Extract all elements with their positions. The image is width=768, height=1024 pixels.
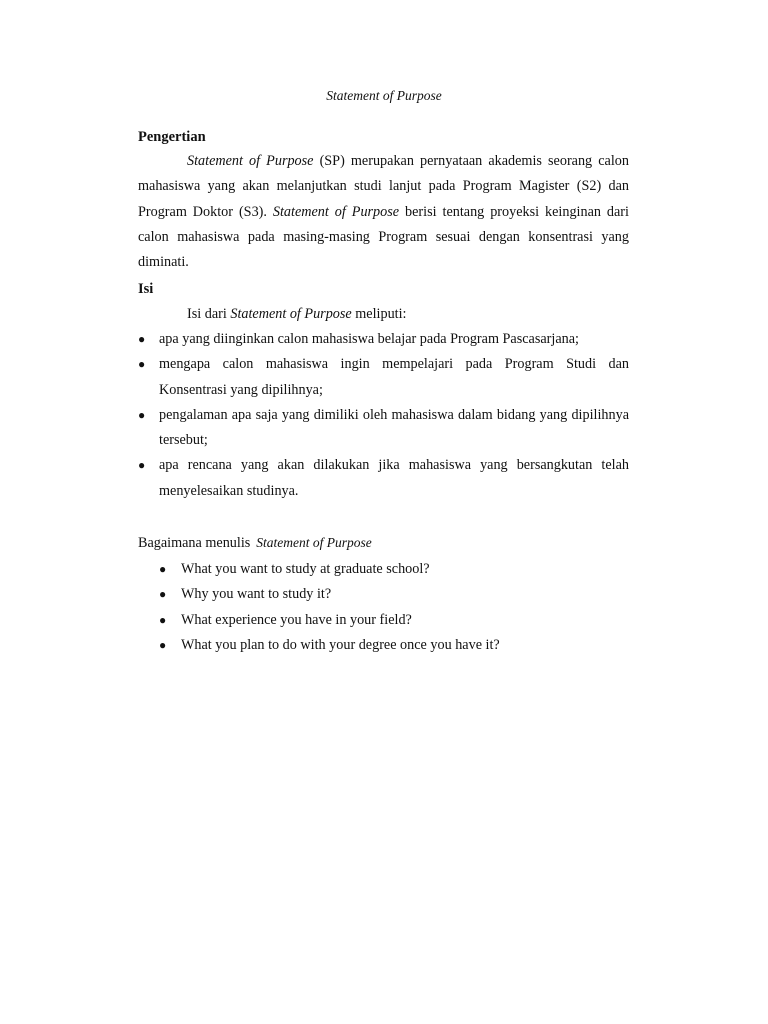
isi-bullet-list (138, 327, 629, 504)
bullet-icon: ● (159, 587, 167, 602)
bullet-icon: ● (138, 357, 146, 372)
howto-label (138, 535, 372, 552)
paragraph-pengertian (138, 149, 629, 275)
list-item (138, 327, 629, 352)
list-item-text: What you want to study at graduate school? (181, 561, 430, 577)
bullet-icon: ● (159, 562, 167, 576)
heading-isi: Isi (138, 281, 154, 297)
intro-text: Isi dari (187, 306, 231, 322)
paragraph-text: berisi tentang proyeksi keinginan dari calon mahasiswa pada masing-masing Program sesuai dengan konsentrasi yang diminati. (138, 203, 629, 271)
isi-intro (187, 306, 407, 323)
list-item-text: mengapa calon mahasiswa ingin mempelajari pada Program Studi dan Konsentrasi yang dipilihnya; (159, 356, 629, 398)
howto-text: Bagaimana menulis (138, 535, 251, 551)
questions-list (159, 557, 500, 658)
list-item-text: apa yang diinginkan calon mahasiswa belajar pada Program Pascasarjana; (159, 331, 579, 347)
paragraph-text: (SP) merupakan pernyataan akademis seorang calon mahasiswa yang akan melanjutkan studi lanjut pada Program Magister (S2) dan Program Doktor (S3). (138, 153, 629, 220)
list-item (159, 608, 500, 633)
list-item (159, 557, 500, 582)
bullet-icon: ● (138, 332, 146, 346)
list-item-text: What experience you have in your field? (181, 611, 412, 628)
bullet-icon: ● (159, 637, 167, 652)
list-item-text: apa rencana yang akan dilakukan jika mahasiswa yang bersangkutan telah menyelesaikan studinya. (159, 457, 629, 499)
italic-term: Statement of Purpose (187, 153, 314, 169)
list-item (138, 453, 629, 504)
list-item (138, 403, 629, 454)
bullet-icon: ● (138, 458, 146, 473)
intro-text: meliputi: (351, 306, 407, 322)
document-title: Statement of Purpose (326, 88, 442, 103)
italic-term: Statement of Purpose (256, 535, 372, 550)
list-item-text: pengalaman apa saja yang dimiliki oleh mahasiswa dalam bidang yang dipilihnya tersebut; (159, 406, 629, 449)
list-item (138, 352, 629, 403)
list-item-text: What you plan to do with your degree once you have it? (181, 636, 500, 653)
list-item-text: Why you want to study it? (181, 586, 332, 603)
italic-term: Statement of Purpose (230, 306, 352, 322)
heading-pengertian: Pengertian (138, 129, 206, 145)
italic-term: Statement of Purpose (272, 203, 400, 220)
list-item (159, 633, 500, 658)
bullet-icon: ● (159, 612, 167, 627)
bullet-icon: ● (138, 407, 146, 422)
list-item (159, 582, 500, 607)
